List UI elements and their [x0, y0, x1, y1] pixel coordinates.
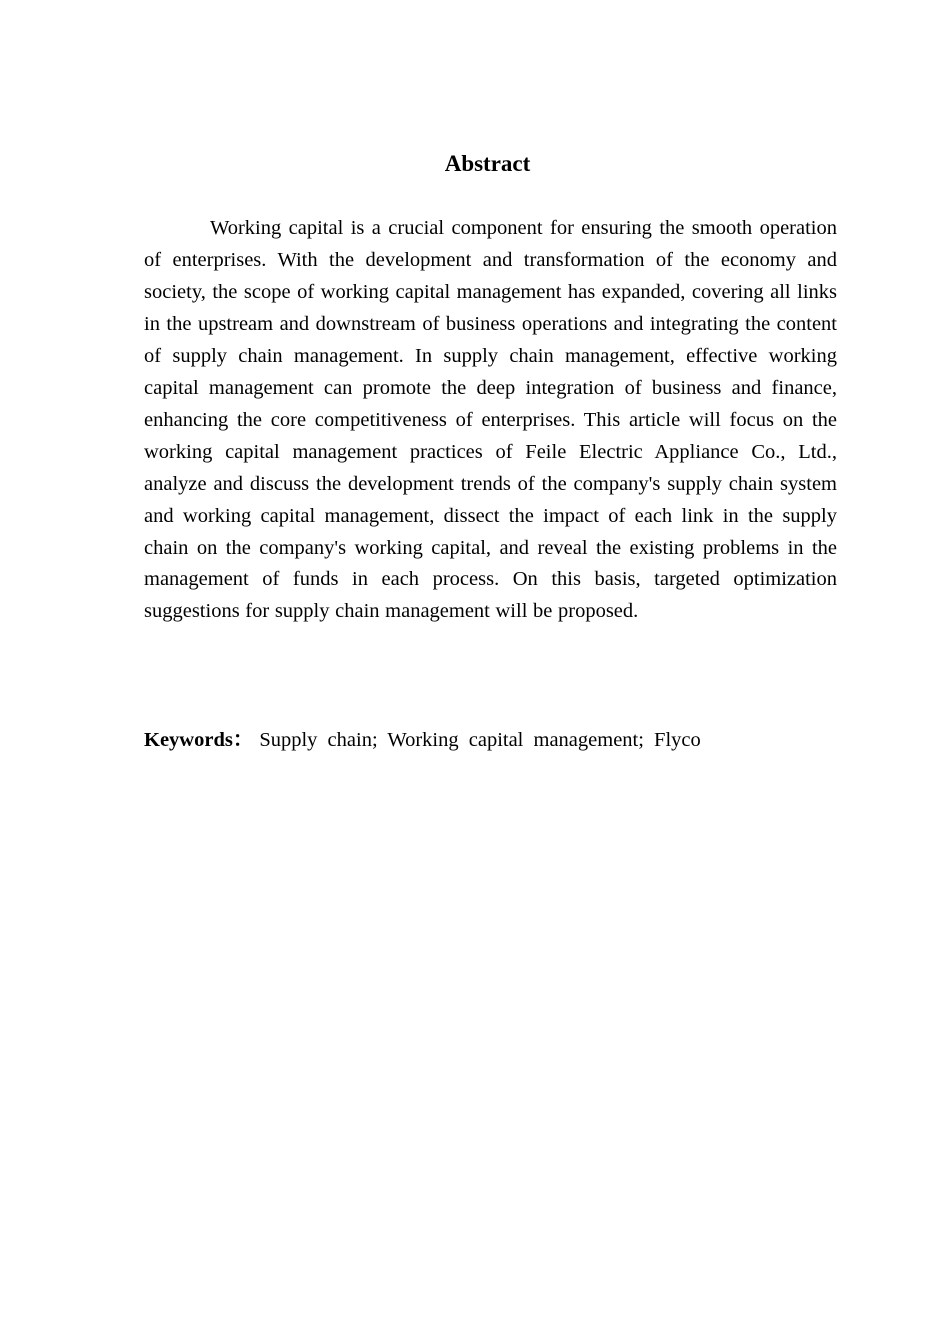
abstract-title-text: Abstract — [444, 151, 531, 176]
abstract-title — [144, 148, 837, 180]
keywords-separator: ： — [232, 729, 254, 751]
keywords-label: Keywords — [144, 729, 233, 751]
abstract-paragraph: Working capital is a crucial component for ensuring the smooth operation of enterprises. With the development and transformation of the economy and society, the scope of working capital management has expanded, covering all links in the upstream and downstream of business operations and integrating the content of supply chain management. In supply chain management, effective working capital management can promote the deep integration of business and finance, enhancing the core competitiveness of enterprises. This article will focus on the working capital management practices of Feile Electric Appliance Co., Ltd., analyze and discuss the development trends of the company's supply chain system and working capital management, dissect the impact of each link in the supply chain on the company's working capital, and reveal the existing problems in the management of funds in each process. On this basis, targeted optimization suggestions for supply chain management will be proposed. — [144, 217, 837, 623]
keywords-list: Supply chain; Working capital management; Flyco — [259, 729, 701, 751]
keywords-line — [144, 724, 837, 756]
